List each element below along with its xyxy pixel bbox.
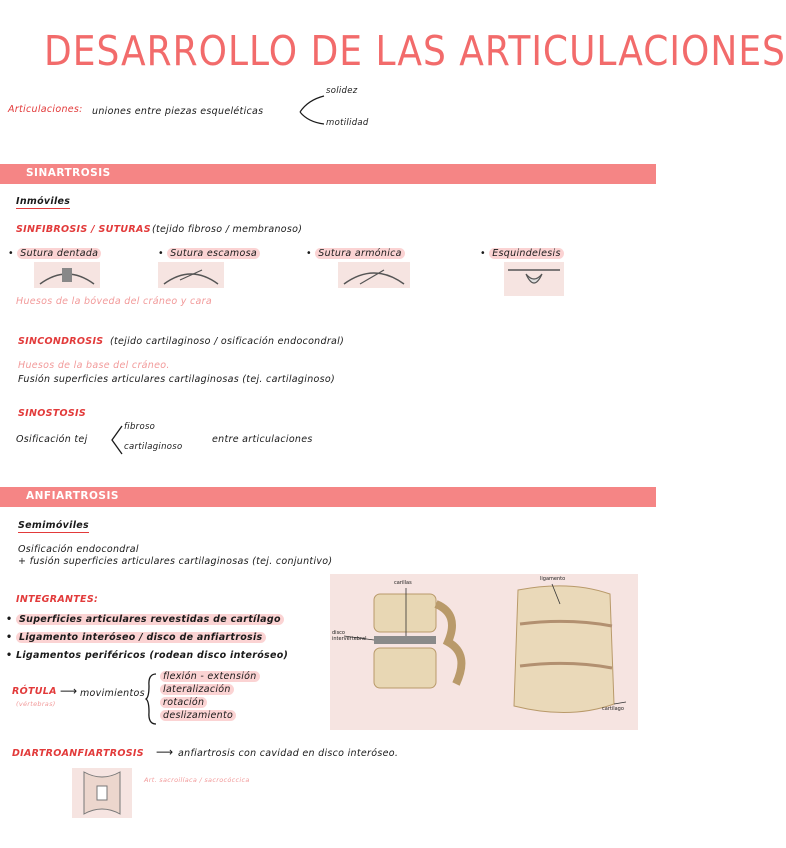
section-bar-sinartrosis — [0, 164, 656, 184]
section-bar-anfiartrosis — [0, 487, 656, 507]
suture-type-2: • Sutura escamosa — [158, 248, 260, 259]
figure-label: disco intervertebral — [332, 630, 367, 642]
diartro-heading: DIARTROANFIARTROSIS — [12, 748, 144, 759]
sinartrosis-subtitle: Inmóviles — [16, 196, 71, 207]
figure-label: ligamento — [540, 576, 566, 582]
diartro-image — [72, 768, 132, 818]
rotula-sub: (vértebras) — [16, 700, 56, 708]
diartro-arrow-icon: ⟶ — [156, 745, 174, 759]
sinfibrosis-detail: (tejido fibroso / membranoso) — [152, 224, 303, 235]
sinostosis-heading: SINOSTOSIS — [18, 408, 87, 419]
sinostosis-branch-bottom: cartilaginoso — [124, 442, 183, 452]
intro-branch-top: solidez — [326, 86, 358, 96]
sutura-dentada-image — [34, 262, 100, 288]
figure-label: cartílago — [602, 706, 624, 712]
esquindelesis-image — [504, 262, 564, 296]
diartro-note: Art. sacroilíaca / sacrocóccica — [144, 776, 250, 784]
section-header: SINARTROSIS — [26, 167, 111, 179]
sincondrosis-detail: (tejido cartilaginoso / osificación endocondral) — [110, 336, 345, 347]
sincondrosis-heading: SINCONDROSIS — [18, 336, 104, 347]
movement-item: lateralización — [160, 684, 234, 695]
sinostosis-suffix: entre articulaciones — [212, 434, 313, 445]
suture-type-3: • Sutura armónica — [306, 248, 405, 259]
intro-bracket — [298, 92, 328, 128]
figure-label: carillas — [394, 580, 412, 586]
integrante-item: • Ligamentos periféricos (rodean disco interóseo) — [6, 650, 289, 661]
rotula-heading: RÓTULA — [12, 686, 57, 697]
sinfibrosis-note: Huesos de la bóveda del cráneo y cara — [16, 296, 212, 307]
page-title: DESARROLLO DE LAS ARTICULACIONES — [44, 28, 786, 76]
sincondrosis-note: Huesos de la base del cráneo. — [18, 360, 170, 371]
rotula-arrow-icon: ⟶ — [60, 684, 78, 698]
integrantes-heading: INTEGRANTES: — [16, 594, 99, 605]
movement-item: flexión - extensión — [160, 671, 260, 682]
sinostosis-prefix: Osificación tej — [16, 434, 88, 445]
section-header: ANFIARTROSIS — [26, 490, 119, 502]
suture-type-4: • Esquindelesis — [480, 248, 564, 259]
integrante-item: • Superficies articulares revestidas de cartílago — [6, 614, 284, 625]
intro-branch-bottom: motilidad — [326, 118, 369, 128]
movement-item: rotación — [160, 697, 207, 708]
anfiartrosis-subtitle: Semimóviles — [18, 520, 89, 531]
suture-type-1: • Sutura dentada — [8, 248, 101, 259]
sutura-escamosa-image — [158, 262, 224, 288]
intro-label: Articulaciones: — [8, 104, 83, 115]
sinostosis-branch-top: fibroso — [124, 422, 156, 432]
intro-text: uniones entre piezas esqueléticas — [92, 106, 264, 117]
diartro-text: anfiartrosis con cavidad en disco interóseo. — [178, 748, 399, 759]
anfiartrosis-line1: Osificación endocondral — [18, 544, 139, 555]
sincondrosis-line: Fusión superficies articulares cartilaginosas (tej. cartilaginoso) — [18, 374, 335, 385]
vertebra-figure — [330, 574, 638, 730]
anfiartrosis-line2: + fusión superficies articulares cartilaginosas (tej. conjuntivo) — [18, 556, 333, 567]
rotula-bracket — [144, 672, 158, 726]
integrante-item: • Ligamento interóseo / disco de anfiartrosis — [6, 632, 266, 643]
movement-item: deslizamiento — [160, 710, 236, 721]
sutura-armonica-image — [338, 262, 410, 288]
sinfibrosis-heading: SINFIBROSIS / SUTURAS — [16, 224, 151, 235]
rotula-arrow-label: movimientos — [80, 688, 145, 699]
